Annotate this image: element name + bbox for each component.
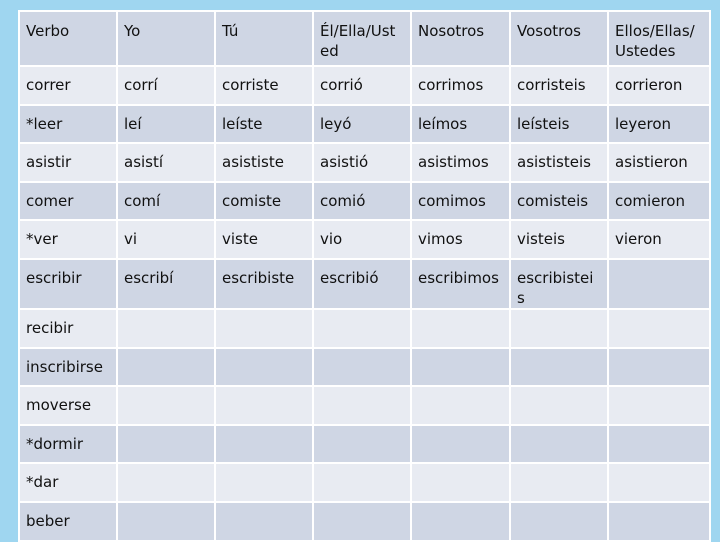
table-cell xyxy=(608,463,710,502)
table-cell xyxy=(215,309,313,348)
table-cell: asistimos xyxy=(411,143,510,182)
table-cell: comer xyxy=(19,182,117,221)
table-header-row xyxy=(19,11,710,66)
table-cell xyxy=(510,309,608,348)
table-cell xyxy=(313,309,411,348)
table-cell: corrimos xyxy=(411,66,510,105)
table-cell xyxy=(411,425,510,464)
table-cell: vimos xyxy=(411,220,510,259)
table-cell: corriste xyxy=(215,66,313,105)
table-cell: comió xyxy=(313,182,411,221)
table-cell: leí xyxy=(117,105,215,144)
table-cell: vi xyxy=(117,220,215,259)
table-row xyxy=(19,463,710,502)
table-cell xyxy=(117,463,215,502)
table-row xyxy=(19,386,710,425)
table-cell: comimos xyxy=(411,182,510,221)
table-cell: leíste xyxy=(215,105,313,144)
table-cell: corrí xyxy=(117,66,215,105)
table-cell xyxy=(215,386,313,425)
table-cell xyxy=(608,425,710,464)
table-cell xyxy=(313,386,411,425)
table-row xyxy=(19,348,710,387)
table-cell: leyó xyxy=(313,105,411,144)
table-cell: corrieron xyxy=(608,66,710,105)
table-cell xyxy=(117,425,215,464)
table-cell: vieron xyxy=(608,220,710,259)
table-cell xyxy=(313,425,411,464)
header-nosotros: Nosotros xyxy=(411,11,510,66)
table-row xyxy=(19,309,710,348)
table-cell: recibir xyxy=(19,309,117,348)
table-cell xyxy=(215,463,313,502)
table-cell xyxy=(313,348,411,387)
header-el-ella-usted: Él/Ella/Usted xyxy=(313,11,411,66)
table-cell xyxy=(608,348,710,387)
table-cell xyxy=(411,463,510,502)
table-cell xyxy=(510,425,608,464)
table-cell: inscribirse xyxy=(19,348,117,387)
table-cell: beber xyxy=(19,502,117,541)
header-vosotros: Vosotros xyxy=(510,11,608,66)
table-cell: corrió xyxy=(313,66,411,105)
table-row xyxy=(19,220,710,259)
header-verbo: Verbo xyxy=(19,11,117,66)
table-cell: asistir xyxy=(19,143,117,182)
table-row xyxy=(19,502,710,541)
table-cell: comisteis xyxy=(510,182,608,221)
table-cell xyxy=(608,502,710,541)
table-cell xyxy=(117,386,215,425)
table-cell: escribiste xyxy=(215,259,313,309)
table-row xyxy=(19,425,710,464)
table-cell xyxy=(215,502,313,541)
table-cell xyxy=(313,463,411,502)
table-cell xyxy=(510,348,608,387)
header-tu: Tú xyxy=(215,11,313,66)
table-cell: *dormir xyxy=(19,425,117,464)
table-cell xyxy=(510,386,608,425)
table-cell: correr xyxy=(19,66,117,105)
table-row xyxy=(19,66,710,105)
header-yo: Yo xyxy=(117,11,215,66)
table-cell: asistió xyxy=(313,143,411,182)
table-cell: escribimos xyxy=(411,259,510,309)
header-ellos-ellas-ustedes: Ellos/Ellas/ Ustedes xyxy=(608,11,710,66)
table-cell xyxy=(608,386,710,425)
table-cell: *leer xyxy=(19,105,117,144)
table-cell: corristeis xyxy=(510,66,608,105)
table-cell xyxy=(608,309,710,348)
table-cell: leímos xyxy=(411,105,510,144)
table-cell: vio xyxy=(313,220,411,259)
table-cell: leísteis xyxy=(510,105,608,144)
table-cell xyxy=(510,502,608,541)
table-cell: escribí xyxy=(117,259,215,309)
table-cell: asististeis xyxy=(510,143,608,182)
table-cell: comí xyxy=(117,182,215,221)
table-row xyxy=(19,259,710,309)
table-cell xyxy=(411,386,510,425)
table-cell: *dar xyxy=(19,463,117,502)
table-row xyxy=(19,182,710,221)
table-cell: escribió xyxy=(313,259,411,309)
table-cell: comiste xyxy=(215,182,313,221)
table-cell xyxy=(215,348,313,387)
table-cell xyxy=(510,463,608,502)
table-row xyxy=(19,105,710,144)
table-cell xyxy=(117,348,215,387)
table-cell xyxy=(608,259,710,309)
table-cell: asististe xyxy=(215,143,313,182)
table-cell xyxy=(215,425,313,464)
table-row xyxy=(19,143,710,182)
table-cell: comieron xyxy=(608,182,710,221)
table-cell: *ver xyxy=(19,220,117,259)
table-cell: escribir xyxy=(19,259,117,309)
table-cell xyxy=(411,348,510,387)
table-cell: escribisteis xyxy=(510,259,608,309)
table-cell: asistí xyxy=(117,143,215,182)
table-cell xyxy=(117,502,215,541)
table-cell: visteis xyxy=(510,220,608,259)
table-cell xyxy=(411,502,510,541)
table-cell xyxy=(313,502,411,541)
table-cell xyxy=(117,309,215,348)
table-cell: asistieron xyxy=(608,143,710,182)
conjugation-table xyxy=(18,10,711,542)
table-cell: leyeron xyxy=(608,105,710,144)
table-cell xyxy=(411,309,510,348)
table-cell: moverse xyxy=(19,386,117,425)
table-cell: viste xyxy=(215,220,313,259)
